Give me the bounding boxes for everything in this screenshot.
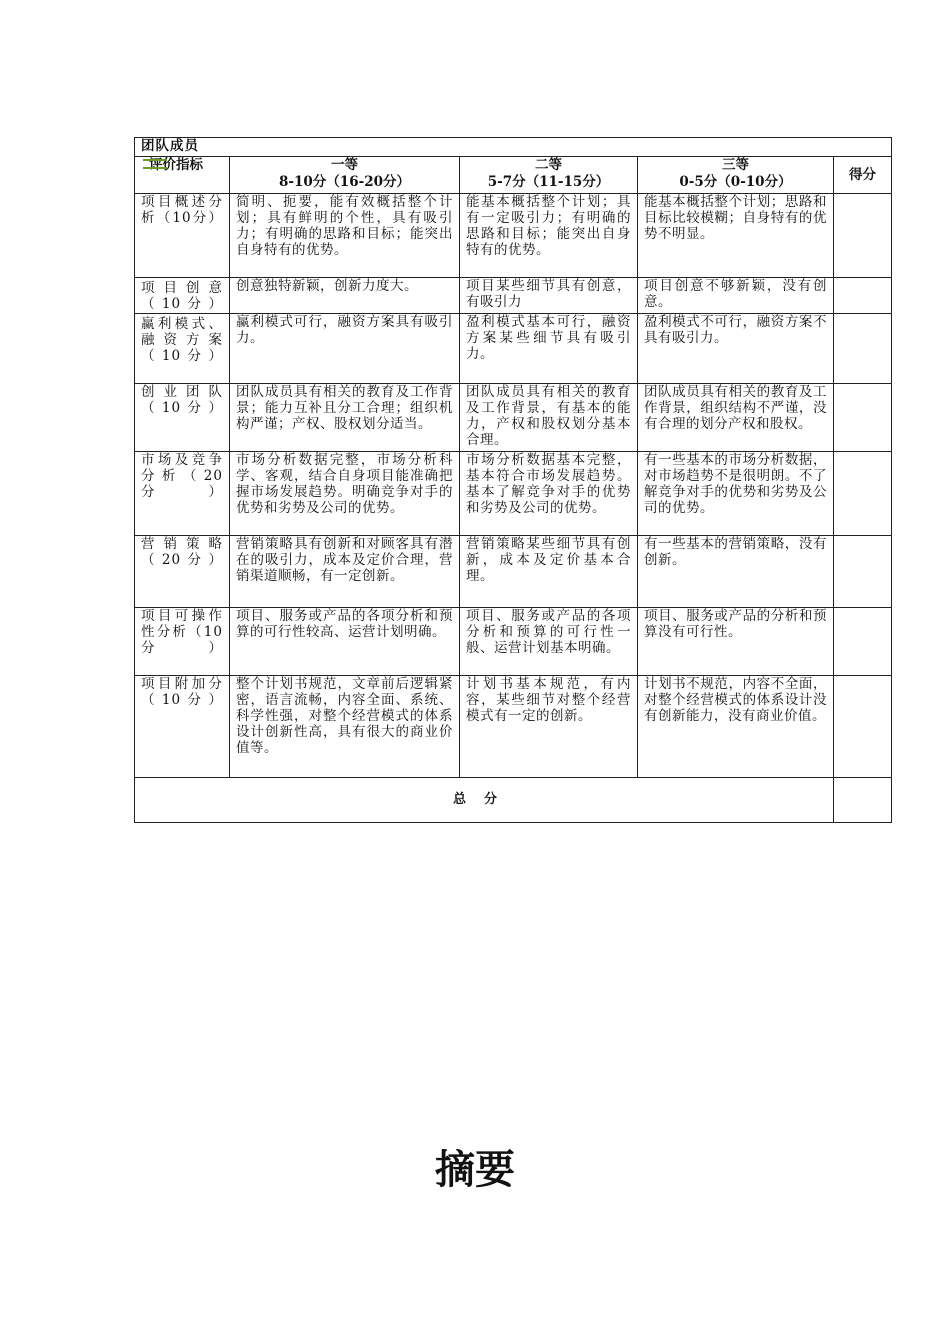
table-row — [135, 384, 892, 452]
table-row — [135, 314, 892, 384]
header-tier2-name: 二等 — [535, 157, 562, 173]
tier2-cell: 团队成员具有相关的教育及工作背景，有基本的能力，产权和股权划分基本合理。 — [460, 384, 638, 452]
tier2-cell: 营销策略某些细节具有创新，成本及定价基本合理。 — [460, 536, 638, 608]
table-header-row — [135, 157, 892, 194]
criterion-cell: 赢利模式、融资方案（10分） — [135, 314, 230, 384]
score-cell[interactable] — [834, 278, 892, 314]
tier2-cell: 项目某些细节具有创意，有吸引力 — [460, 278, 638, 314]
criterion-cell: 项目概述分析（10分） — [135, 194, 230, 278]
score-cell[interactable] — [834, 452, 892, 536]
tier1-cell: 团队成员具有相关的教育及工作背景；能力互补且分工合理；组织机构严谨；产权、股权划分适当。 — [230, 384, 460, 452]
table-group-title: 团队成员 — [135, 138, 892, 157]
criterion-cell: 项目可操作性分析（10分） — [135, 608, 230, 676]
header-tier3 — [638, 157, 834, 194]
table-row — [135, 676, 892, 778]
total-row — [135, 778, 892, 823]
table-row — [135, 278, 892, 314]
total-score-cell[interactable] — [834, 778, 892, 823]
tier2-cell: 市场分析数据基本完整，基本符合市场发展趋势。基本了解竞争对手的优势和劣势及公司的优势。 — [460, 452, 638, 536]
scoring-rubric-table — [134, 137, 892, 823]
criterion-cell: 项目创意（10分） — [135, 278, 230, 314]
criterion-cell: 创业团队（10分） — [135, 384, 230, 452]
criterion-cell: 市场及竞争分析（20分） — [135, 452, 230, 536]
table-row — [135, 452, 892, 536]
header-tier1 — [230, 157, 460, 194]
score-cell[interactable] — [834, 194, 892, 278]
summary-heading: 摘要 — [435, 1146, 515, 1193]
header-tier2-range: 5-7分（11-15分） — [487, 174, 610, 190]
score-cell[interactable] — [834, 676, 892, 778]
tier1-cell: 整个计划书规范，文章前后逻辑紧密，语言流畅，内容全面、系统、科学性强，对整个经营模式的体系设计创新性高，具有很大的商业价值等。 — [230, 676, 460, 778]
tier2-cell: 盈利模式基本可行，融资方案某些细节具有吸引力。 — [460, 314, 638, 384]
tier1-cell: 项目、服务或产品的各项分析和预算的可行性较高、运营计划明确。 — [230, 608, 460, 676]
tier3-cell: 有一些基本的市场分析数据，对市场趋势不是很明朗。不了解竞争对手的优势和劣势及公司的优势。 — [638, 452, 834, 536]
total-label: 总分 — [135, 778, 834, 823]
tier3-cell: 有一些基本的营销策略，没有创新。 — [638, 536, 834, 608]
tier3-cell: 计划书不规范，内容不全面，对整个经营模式的体系设计没有创新能力，没有商业价值。 — [638, 676, 834, 778]
tier1-cell: 创意独特新颖，创新力度大。 — [230, 278, 460, 314]
tier1-cell: 市场分析数据完整，市场分析科学、客观，结合自身项目能准确把握市场发展趋势。明确竞争对手的优势和劣势及公司的优势。 — [230, 452, 460, 536]
criterion-cell: 营销策略（20分） — [135, 536, 230, 608]
header-score: 得分 — [834, 157, 892, 194]
score-cell[interactable] — [834, 384, 892, 452]
tier3-cell: 项目、服务或产品的分析和预算没有可行性。 — [638, 608, 834, 676]
score-cell[interactable] — [834, 536, 892, 608]
score-cell[interactable] — [834, 608, 892, 676]
header-criterion — [135, 157, 230, 194]
criterion-cell: 项目附加分（10分） — [135, 676, 230, 778]
tier3-cell: 团队成员具有相关的教育及工作背景，组织结构不严谨，没有合理的划分产权和股权。 — [638, 384, 834, 452]
tier2-cell: 计划书基本规范，有内容，某些细节对整个经营模式有一定的创新。 — [460, 676, 638, 778]
header-tier3-name: 三等 — [722, 157, 749, 173]
tier3-cell: 盈利模式不可行，融资方案不具有吸引力。 — [638, 314, 834, 384]
header-tier2 — [460, 157, 638, 194]
tier1-cell: 营销策略具有创新和对顾客具有潜在的吸引力，成本及定价合理，营销渠道顺畅，有一定创新。 — [230, 536, 460, 608]
tier1-cell: 赢利模式可行，融资方案具有吸引力。 — [230, 314, 460, 384]
score-cell[interactable] — [834, 314, 892, 384]
tier3-cell: 项目创意不够新颖，没有创意。 — [638, 278, 834, 314]
tier3-cell: 能基本概括整个计划；思路和目标比较模糊；自身特有的优势不明显。 — [638, 194, 834, 278]
header-tier3-range: 0-5分（0-10分） — [679, 174, 792, 190]
green-mark-icon — [143, 159, 167, 169]
header-criterion-label: 评价指标 — [149, 157, 203, 173]
table-row — [135, 536, 892, 608]
tier2-cell: 项目、服务或产品的各项分析和预算的可行性一般、运营计划基本明确。 — [460, 608, 638, 676]
table-row — [135, 608, 892, 676]
table-title-row — [135, 138, 892, 157]
header-tier1-name: 一等 — [331, 157, 358, 173]
header-tier1-range: 8-10分（16-20分） — [279, 174, 410, 190]
table-row — [135, 194, 892, 278]
tier1-cell: 简明、扼要，能有效概括整个计划；具有鲜明的个性，具有吸引力；有明确的思路和目标；能突出自身特有的优势。 — [230, 194, 460, 278]
tier2-cell: 能基本概括整个计划；具有一定吸引力；有明确的思路和目标；能突出自身特有的优势。 — [460, 194, 638, 278]
